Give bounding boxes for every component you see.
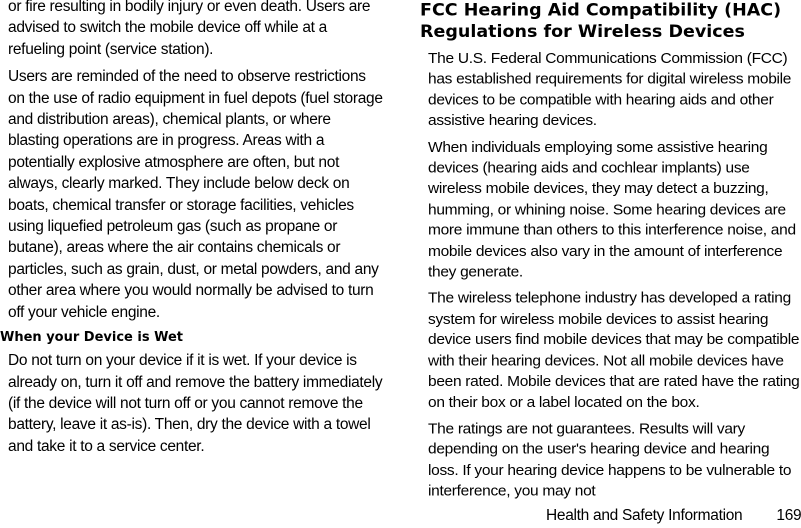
left-column [0, 0, 384, 463]
continued-paragraph: or fire resulting in bodily injury or even death. Users are advised to switch the mobile device off while at a refueling point (service station). [8, 0, 371, 58]
hac-paragraph-interference: When individuals employing some assistive hearing devices (hearing aids and cochlear implants) use wireless mobile devices, they may detect a buzzing, humming, or whining noise. Some hearing devices are more immune than others to this interference noise, and mobile devices also vary in the amount of interference they generate. [428, 139, 796, 281]
hac-paragraph-rating-system: The wireless telephone industry has developed a rating system for wireless mobile devices to assist hearing device users find mobile devices that may be compatible with their hearing devices. Not all mobile devices have been rated. Mobile devices that are rated have the rating on their box or a label located on the box. [428, 290, 800, 411]
section-title-line-1: FCC Hearing Aid Compatibility (HAC) [420, 0, 782, 21]
hac-paragraph-guarantees: The ratings are not guarantees. Results will vary depending on the user's hearing device and hearing loss. If your hearing device happens to be vulnerable to interference, you may not [428, 420, 792, 500]
page-number: 169 [776, 507, 801, 524]
page-footer [546, 507, 801, 525]
footer-section-name: Health and Safety Information [546, 507, 743, 524]
wet-device-paragraph: Do not turn on your device if it is wet. If your device is already on, turn it off and remove the battery immediately (if the device will not turn off or you cannot remove the battery, leave it as-is). Then, dry the device with a towel and take it to a service center. [8, 352, 383, 455]
restrictions-paragraph: Users are reminded of the need to observe restrictions on the use of radio equipment in fuel depots (fuel storage and distribution areas), chemical plants, or where blasting operations are in progress. Areas with a potentially explosive atmosphere are often, but not always, clearly marked. They include below deck on boats, chemical transfer or storage facilities, vehicles using liquefied petroleum gas (such as propane or butane), areas where the air contains chemicals or particles, such as grain, dust, or metal powders, and any other area where you would normally be advised to turn off your vehicle engine. [8, 68, 383, 321]
section-title [420, 0, 801, 43]
section-title-line-2: Regulations for Wireless Devices [420, 22, 745, 42]
wet-device-heading: When your Device is Wet [0, 330, 184, 346]
right-column [420, 0, 801, 508]
hac-paragraph-requirements: The U.S. Federal Communications Commission (FCC) has established requirements for digital wireless mobile devices to be compatible with hearing aids and other assistive hearing devices. [428, 50, 792, 130]
